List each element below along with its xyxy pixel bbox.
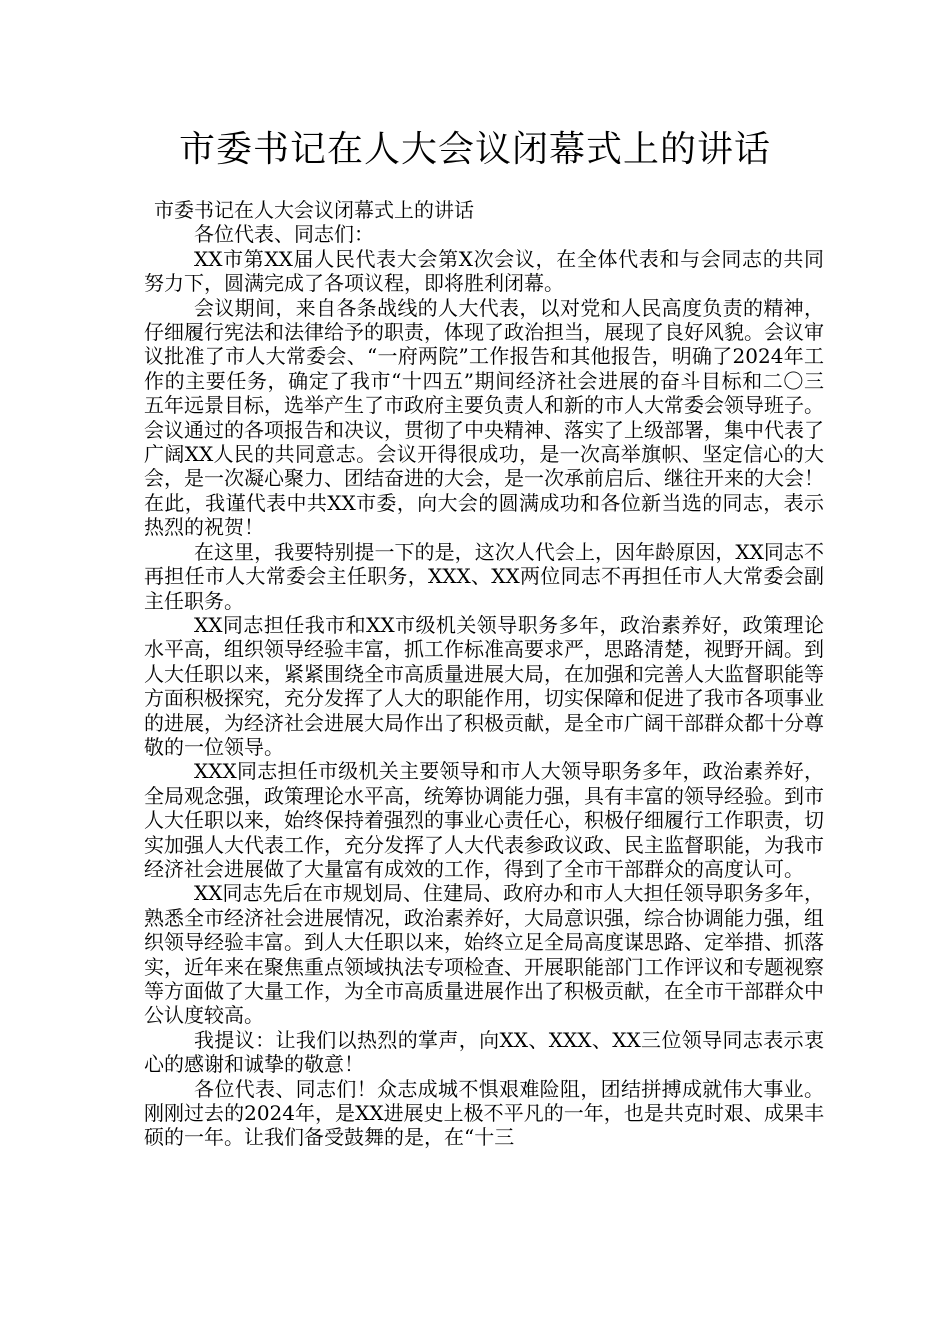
paragraph: 在这里，我要特别提一下的是，这次人代会上，因年龄原因，XX同志不再担任市人大常委会主任职务，XXX、XX两位同志不再担任市人大常委会副主任职务。: [144, 539, 824, 613]
document-subtitle: 市委书记在人大会议闭幕式上的讲话: [154, 198, 474, 222]
paragraph: XX市第XX届人民代表大会第X次会议，在全体代表和与会同志的共同努力下，圆满完成了各项议程，即将胜利闭幕。: [144, 246, 824, 296]
document-title: 市委书记在人大会议闭幕式上的讲话: [178, 129, 771, 170]
paragraph: XX同志先后在市规划局、住建局、政府办和市人大担任领导职务多年，熟悉全市经济社会进展情况，政治素养好，大局意识强，综合协调能力强，组织领导经验丰富。到人大任职以来，始终立足全局高度谋思路、定举措、抓落实，近年来在聚焦重点领域执法专项检查、开展职能部门工作评议和专题视察等方面做了大量工作，为全市高质量进展作出了积极贡献，在全市干部群众中公认度较高。: [144, 881, 824, 1028]
paragraph: 会议期间，来自各条战线的人大代表，以对党和人民高度负责的精神，仔细履行宪法和法律给予的职责，体现了政治担当，展现了良好风貌。会议审议批准了市人大常委会、“一府两院”工作报告和其他报告，明确了2024年工作的主要任务，确定了我市“十四五”期间经济社会进展的奋斗目标和二〇三五年远景目标，选举产生了市政府主要负责人和新的市人大常委会领导班子。会议通过的各项报告和决议，贯彻了中央精神、落实了上级部署，集中代表了广阔XX人民的共同意志。会议开得很成功，是一次高举旗帜、坚定信心的大会，是一次凝心聚力、团结奋进的大会，是一次承前启后、继往开来的大会！在此，我谨代表中共XX市委，向大会的圆满成功和各位新当选的同志，表示热烈的祝贺！: [144, 295, 824, 540]
paragraph-salutation: 各位代表、同志们：: [194, 222, 374, 247]
document-body: [144, 198, 824, 1150]
paragraph: XXX同志担任市级机关主要领导和市人大领导职务多年，政治素养好，全局观念强，政策理论水平高，统筹协调能力强，具有丰富的领导经验。到市人大任职以来，始终保持着强烈的事业心责任心，积极仔细履行工作职责，切实加强人大代表工作，充分发挥了人大代表参政议政、民主监督职能，为我市经济社会进展做了大量富有成效的工作，得到了全市干部群众的高度认可。: [144, 759, 824, 881]
paragraph: 各位代表、同志们！众志成城不惧艰难险阻，团结拼搏成就伟大事业。刚刚过去的2024年，是XX进展史上极不平凡的一年，也是共克时艰、成果丰硕的一年。让我们备受鼓舞的是，在“十三: [144, 1076, 824, 1150]
paragraph: 我提议：让我们以热烈的掌声，向XX、XXX、XX三位领导同志表示衷心的感谢和诚挚的敬意！: [144, 1027, 824, 1077]
paragraph: XX同志担任我市和XX市级机关领导职务多年，政治素养好，政策理论水平高，组织领导经验丰富，抓工作标准高要求严，思路清楚，视野开阔。到人大任职以来，紧紧围绕全市高质量进展大局，在加强和完善人大监督职能等方面积极探究，充分发挥了人大的职能作用，切实保障和促进了我市各项事业的进展，为经济社会进展大局作出了积极贡献，是全市广阔干部群众都十分尊敬的一位领导。: [144, 612, 824, 759]
